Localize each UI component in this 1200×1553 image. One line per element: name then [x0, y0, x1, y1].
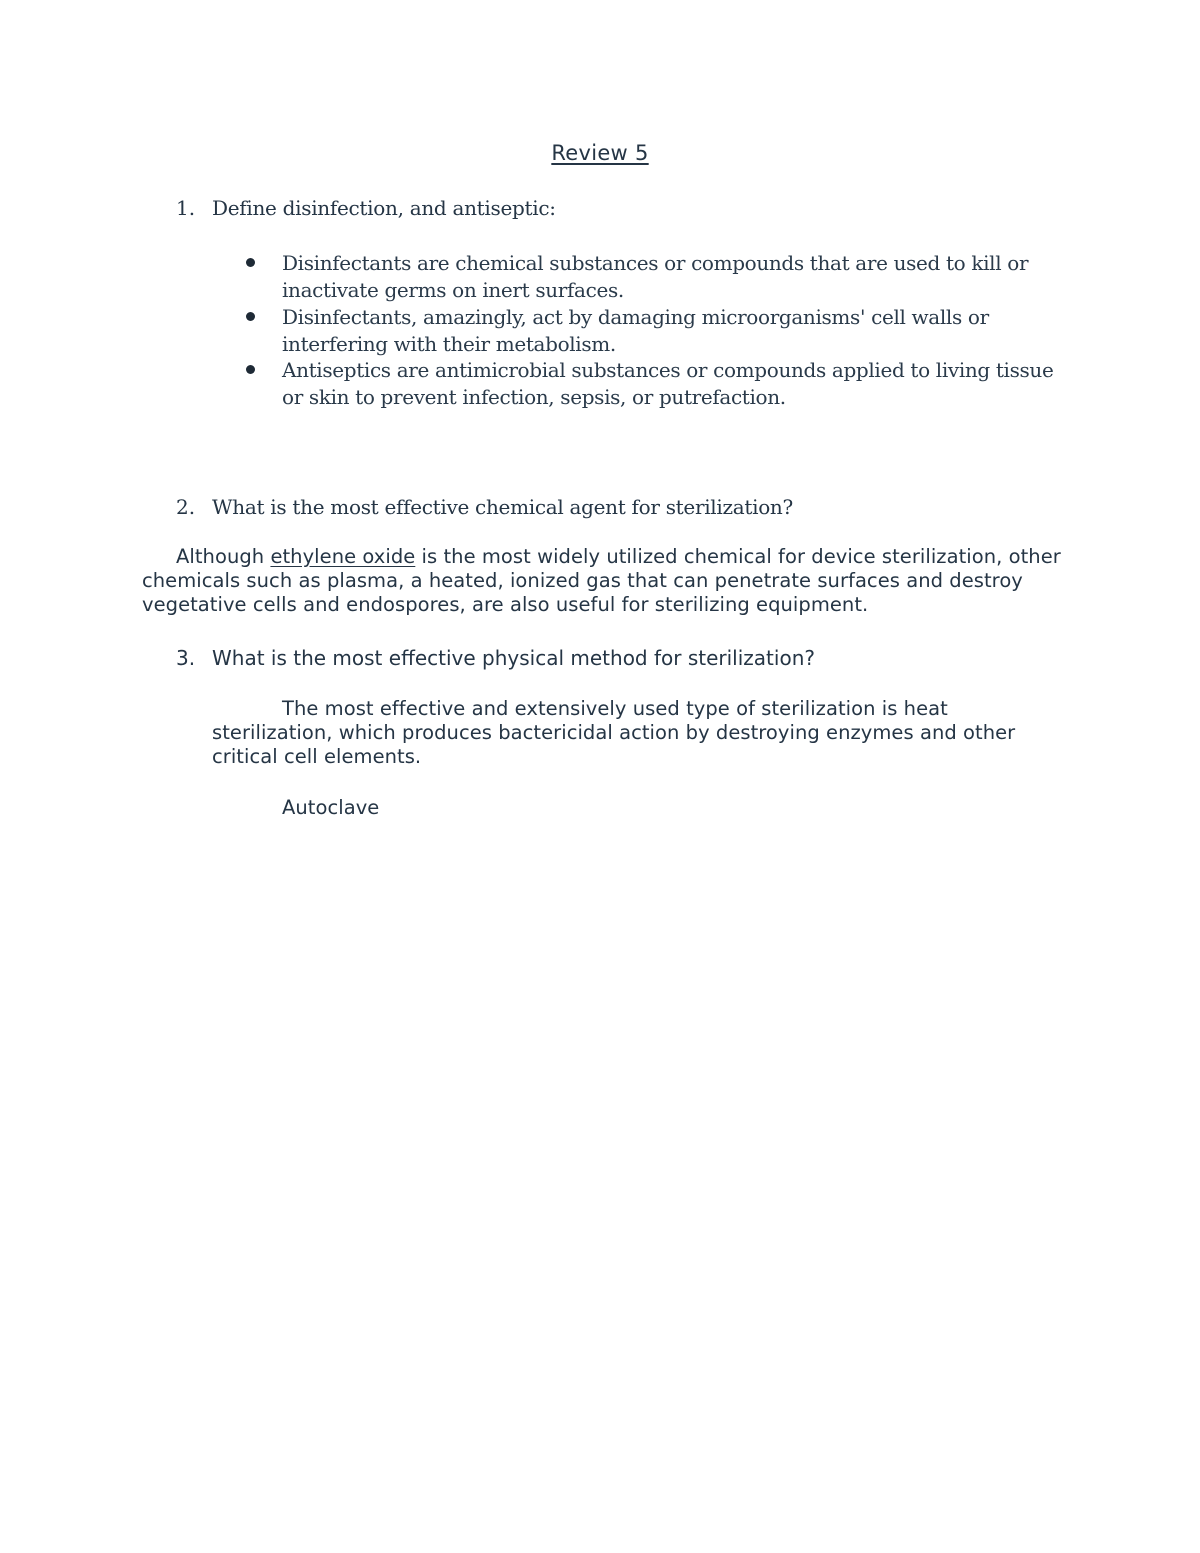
ethylene-oxide-term: ethylene oxide [270, 545, 416, 568]
bullet-icon [246, 258, 255, 267]
question-2-text: What is the most effective chemical agent for sterilization? [212, 495, 793, 519]
question-3-number: 3. [176, 646, 196, 670]
page-title: Review 5 [551, 141, 649, 165]
bullet-icon [246, 365, 255, 374]
q1-bullet-1: Disinfectants are chemical substances or compounds that are used to kill or inactivate germs on inert surfaces. [282, 251, 1029, 302]
question-3-answer: The most effective and extensively used type of sterilization is heat sterilization, which produces bactericidal action by destroying enzymes and other critical cell elements. [212, 697, 1016, 768]
q1-bullet-2: Disinfectants, amazingly, act by damaging microorganisms' cell walls or interfering with their metabolism. [282, 305, 989, 356]
question-2-answer: Although ethylene oxide is the most widely utilized chemical for device sterilization, other chemicals such as plasma, a heated, ionized gas that can penetrate surfaces and destroy vegetative cells and endospores, are also useful for sterilizing equipment. [142, 545, 1061, 616]
question-1-number: 1. [176, 196, 196, 220]
question-2-number: 2. [176, 495, 196, 519]
question-3-answer-autoclave: Autoclave [282, 796, 380, 819]
question-1-text: Define disinfection, and antiseptic: [212, 196, 556, 220]
q1-bullet-3: Antiseptics are antimicrobial substances or compounds applied to living tissue or skin to prevent infection, sepsis, or putrefaction. [282, 358, 1054, 409]
question-3-text: What is the most effective physical method for sterilization? [212, 646, 815, 670]
bullet-icon [246, 312, 255, 321]
